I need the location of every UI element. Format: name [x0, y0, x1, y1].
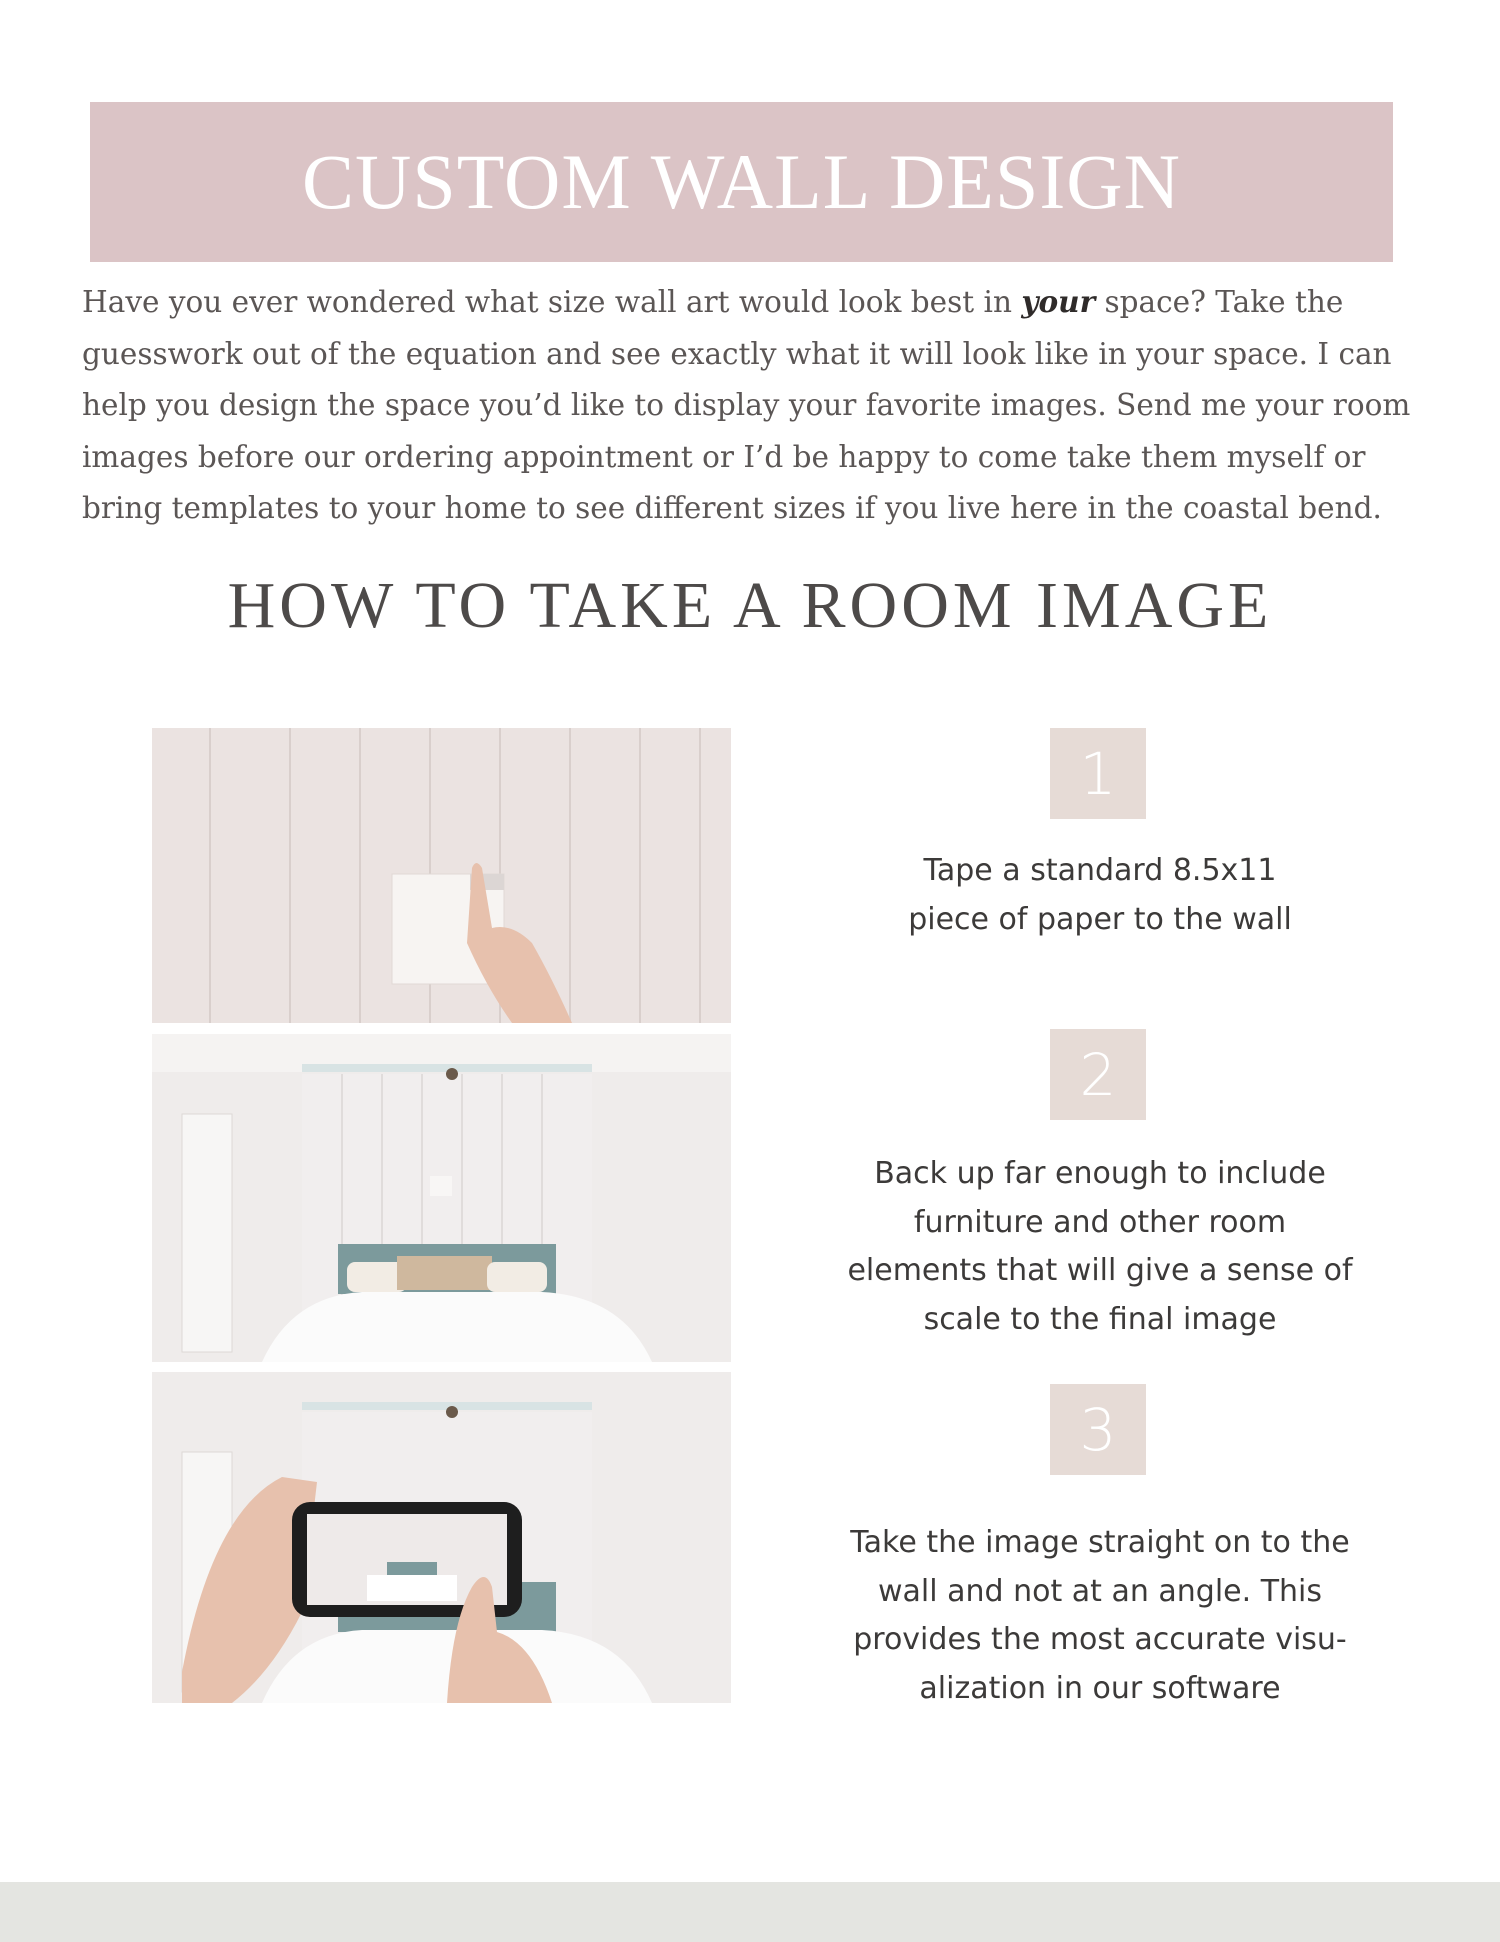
- intro-emphasis: your: [1021, 284, 1096, 319]
- step-1-text: Tape a standard 8.5x11 piece of paper to the wall: [908, 853, 1292, 937]
- step-3-text: Take the image straight on to the wall and not at an angle. This provides the most accurate visu- alization in our software: [850, 1525, 1350, 1706]
- intro-paragraph: [82, 276, 1422, 535]
- step-3-number: 3: [1050, 1384, 1146, 1475]
- footer-bar: [0, 1882, 1500, 1942]
- step-2-text: Back up far enough to include furniture and other room elements that will give a sense of scale to the final image: [847, 1156, 1353, 1337]
- section-title: HOW TO TAKE A ROOM IMAGE: [227, 569, 1273, 642]
- step-1-number: 1: [1050, 728, 1146, 819]
- photo-bedroom: [152, 1034, 731, 1362]
- page-title: CUSTOM WALL DESIGN: [302, 138, 1181, 225]
- photo-phone-capture: [152, 1372, 731, 1703]
- photo-tape-paper: [152, 728, 731, 1023]
- intro-text-end: space? Take the guesswork out of the equation and see exactly what it will look like in your space. I can help you design the space you’d like to display your favorite images. Send me your room images before our ordering appointment or I’d be happy to come take them myself or bring templates to your home to see different sizes if you live here in the coastal bend.: [82, 285, 1411, 525]
- intro-text-start: Have you ever wondered what size wall art would look best in: [82, 285, 1022, 319]
- title-banner: [90, 102, 1393, 262]
- step-2-number: 2: [1050, 1029, 1146, 1120]
